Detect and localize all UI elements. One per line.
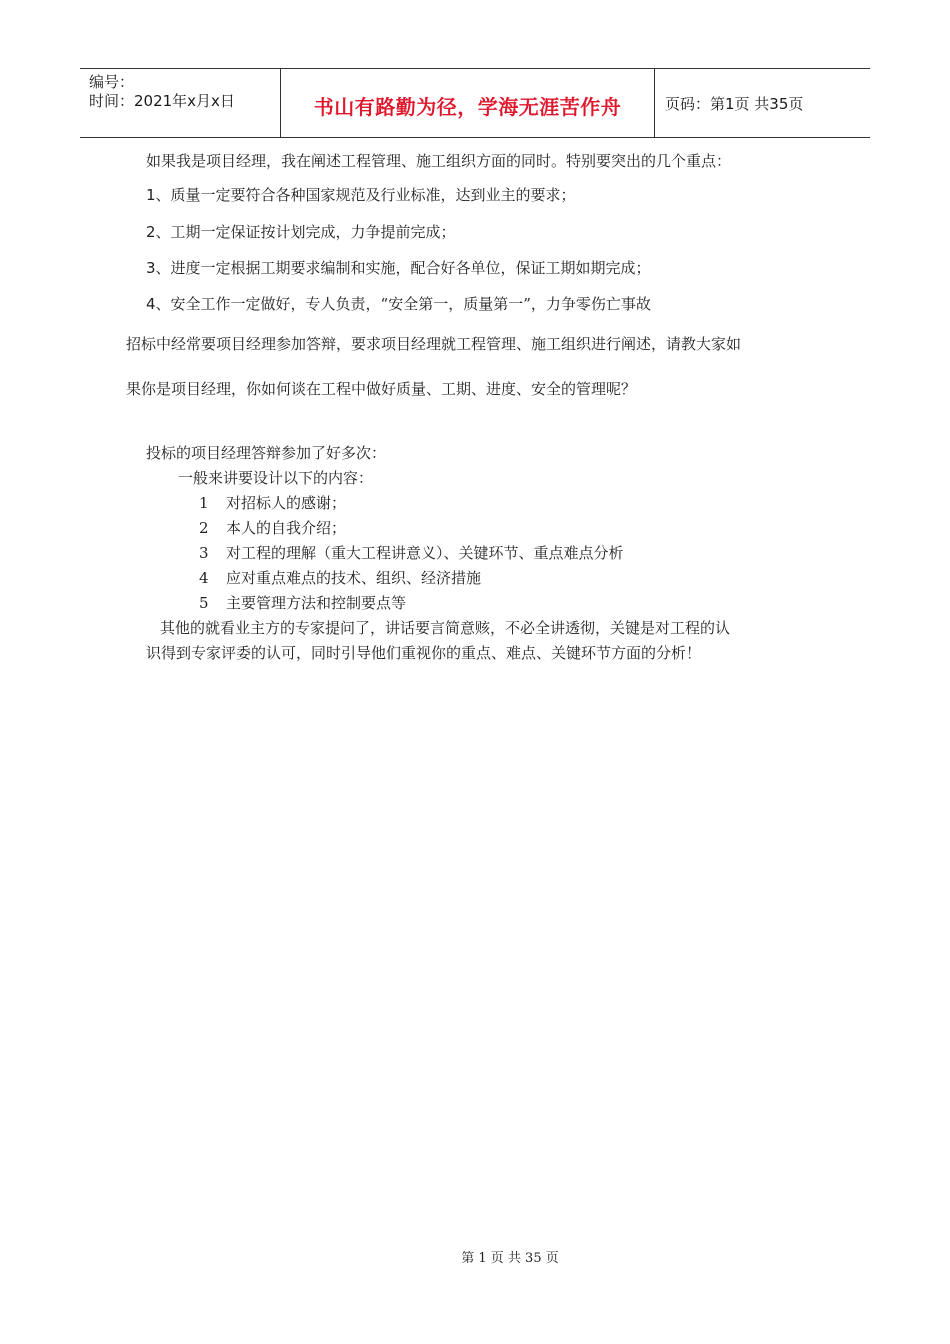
key-point-text: 质量一定要符合各种国家规范及行业标准，达到业主的要求； (170, 186, 576, 204)
answer-item-text: 主要管理方法和控制要点等 (226, 594, 407, 612)
header-motto-cell (281, 69, 655, 137)
answer-item-2 (199, 517, 346, 538)
header-page-info: 页码：第1页 共35页 (665, 94, 804, 113)
answer-item-3 (199, 542, 624, 563)
key-point-number: 4、 (146, 295, 171, 313)
question-line-1: 招标中经常要项目经理参加答辩，要求项目经理就工程管理、施工组织进行阐述，请教大家如 (126, 335, 742, 353)
question-line-2: 果你是项目经理，你如何谈在工程中做好质量、工期、进度、安全的管理呢？ (126, 380, 637, 398)
answer-opening: 投标的项目经理答辩参加了好多次： (146, 444, 387, 462)
key-point-number: 3、 (146, 259, 171, 277)
key-point-number: 2、 (146, 223, 171, 241)
answer-item-number: 4 (199, 569, 209, 587)
answer-item-text: 对工程的理解（重大工程讲意义）、关键环节、重点难点分析 (226, 544, 624, 562)
document-time-label: 时间：2021年x月x日 (89, 92, 235, 110)
key-point-text: 安全工作一定做好，专人负责，“安全第一，质量第一”，力争零伤亡事故 (170, 295, 651, 313)
answer-sub-intro: 一般来讲要设计以下的内容： (178, 469, 374, 487)
answer-item-number: 3 (199, 544, 209, 562)
key-point-4 (146, 293, 651, 314)
document-number-label: 编号： (89, 73, 135, 91)
key-point-3 (146, 257, 651, 278)
answer-item-number: 5 (199, 594, 209, 612)
document-header (80, 68, 870, 138)
answer-item-number: 2 (199, 519, 209, 537)
header-motto: 书山有路勤为径，学海无涯苦作舟 (313, 94, 622, 119)
answer-closing-line-1: 其他的就看业主方的专家提问了，讲话要言简意赅，不必全讲透彻，关键是对工程的认 (160, 619, 731, 637)
answer-item-4 (199, 567, 481, 588)
answer-item-number: 1 (199, 494, 209, 512)
key-point-text: 工期一定保证按计划完成，力争提前完成； (170, 223, 456, 241)
header-page-cell (655, 69, 870, 137)
key-point-number: 1、 (146, 186, 171, 204)
page-footer: 第 1 页 共 35 页 (461, 1251, 559, 1266)
answer-item-text: 本人的自我介绍； (226, 519, 347, 537)
answer-item-5 (199, 592, 406, 613)
answer-item-text: 应对重点难点的技术、组织、经济措施 (226, 569, 482, 587)
header-meta-cell (80, 69, 281, 137)
answer-item-text: 对招标人的感谢； (226, 494, 347, 512)
answer-closing-line-2: 识得到专家评委的认可，同时引导他们重视你的重点、难点、关键环节方面的分析！ (146, 644, 702, 662)
key-point-1 (146, 184, 576, 205)
answer-item-1 (199, 492, 346, 513)
key-point-2 (146, 221, 456, 242)
key-point-text: 进度一定根据工期要求编制和实施，配合好各单位，保证工期如期完成； (170, 259, 651, 277)
intro-paragraph: 如果我是项目经理，我在阐述工程管理、施工组织方面的同时。特别要突出的几个重点： (146, 152, 732, 170)
